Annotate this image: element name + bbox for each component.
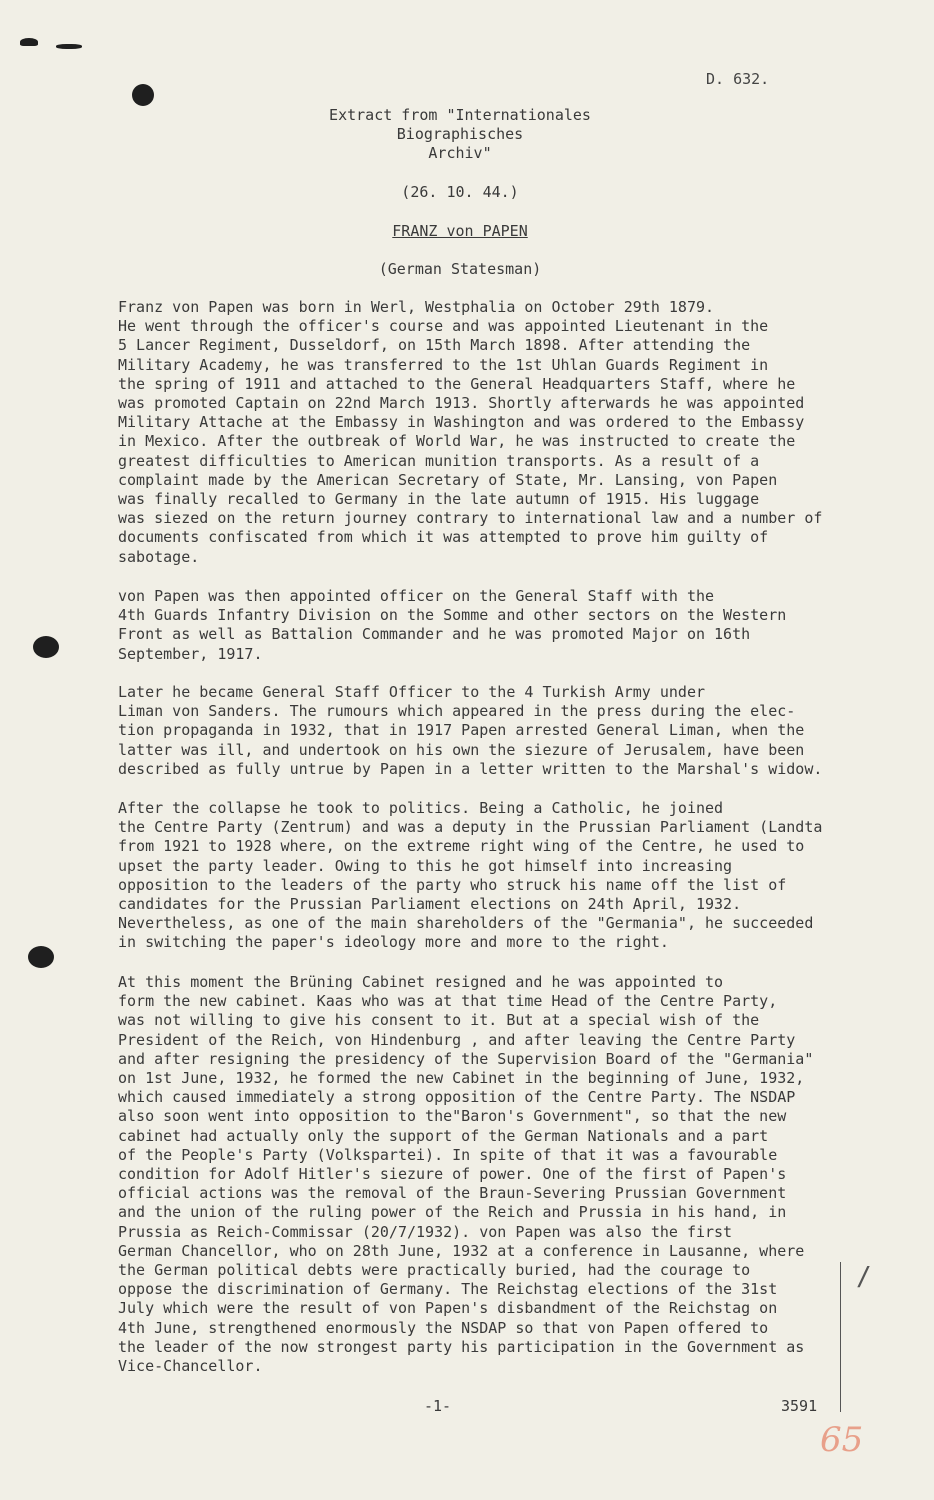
text-line: described as fully untrue by Papen in a letter written to the Marshal's widow. — [118, 759, 823, 778]
text-line: form the new cabinet. Kaas who was at that time Head of the Centre Party, — [118, 992, 778, 1011]
text-line: on 1st June, 1932, he formed the new Cabinet in the beginning of June, 1932, — [118, 1069, 805, 1088]
text-line: Front as well as Battalion Commander and he was promoted Major on 16th — [118, 625, 751, 644]
extract-header — [240, 106, 680, 163]
text-line: the Centre Party (Zentrum) and was a deputy in the Prussian Parliament (Landta — [118, 818, 823, 837]
paragraph-3 — [118, 683, 878, 779]
paragraph-4 — [118, 799, 878, 953]
text-line: German Chancellor, who on 28th June, 1932 at a conference in Lausanne, where — [118, 1241, 805, 1260]
stamp-number: 3591 — [781, 1397, 818, 1415]
text-line: in Mexico. After the outbreak of World War, he was instructed to create the — [118, 432, 796, 451]
text-line: which caused immediately a strong opposition of the Centre Party. The NSDAP — [118, 1088, 796, 1107]
margin-check-mark: / — [856, 1262, 872, 1292]
text-line: complaint made by the American Secretary of State, Mr. Lansing, von Papen — [118, 470, 778, 489]
text-line: Military Academy, he was transferred to the 1st Uhlan Guards Regiment in — [118, 355, 769, 374]
text-line: upset the party leader. Owing to this he got himself into increasing — [118, 856, 733, 875]
text-line: 4th June, strengthened enormously the NSDAP so that von Papen offered to — [118, 1318, 769, 1337]
handwritten-number: 65 — [820, 1420, 864, 1460]
paragraph-2 — [118, 587, 878, 664]
document-number: D. 632. — [706, 70, 770, 88]
text-line: He went through the officer's course and was appointed Lieutenant in the — [118, 317, 769, 336]
text-line: and after resigning the presidency of the Supervision Board of the "Germania" — [118, 1049, 814, 1068]
text-line: and the union of the ruling power of the Reich and Prussia in his hand, in — [118, 1203, 787, 1222]
text-line: President of the Reich, von Hindenburg , and after leaving the Centre Party — [118, 1030, 796, 1049]
paragraph-1 — [118, 298, 878, 567]
text-line: was not willing to give his consent to it. But at a special wish of the — [118, 1011, 760, 1030]
text-line: sabotage. — [118, 547, 200, 566]
document-date: (26. 10. 44.) — [401, 183, 519, 201]
text-line: September, 1917. — [118, 644, 263, 663]
text-line: von Papen was then appointed officer on the General Staff with the — [118, 587, 715, 605]
text-line: candidates for the Prussian Parliament elections on 24th April, 1932. — [118, 895, 742, 914]
text-line: from 1921 to 1928 where, on the extreme right wing of the Centre, he used to — [118, 837, 805, 856]
text-line: was promoted Captain on 22nd March 1913. Shortly afterwards he was appointed — [118, 394, 805, 413]
punch-hole-top — [132, 84, 154, 106]
text-line: condition for Adolf Hitler's siezure of power. One of the first of Papen's — [118, 1165, 787, 1184]
text-line: documents confiscated from which it was attempted to prove him guilty of — [118, 528, 769, 547]
text-line: Military Attache at the Embassy in Washington and was ordered to the Embassy — [118, 413, 805, 432]
tear-mark-right — [56, 44, 82, 49]
text-line: Franz von Papen was born in Werl, Westphalia on October 29th 1879. — [118, 298, 715, 316]
subject-name — [240, 222, 680, 240]
text-line: Nevertheless, as one of the main shareholders of the "Germania", he succeeded — [118, 914, 814, 933]
text-line: oppose the discrimination of Germany. The Reichstag elections of the 31st — [118, 1280, 778, 1299]
punch-hole-bottom — [28, 946, 54, 968]
text-line: official actions was the removal of the Braun-Severing Prussian Government — [118, 1184, 787, 1203]
text-line: July which were the result of von Papen's disbandment of the Reichstag on — [118, 1299, 778, 1318]
header-line-3: Archiv" — [428, 144, 492, 162]
text-line: also soon went into opposition to the"Baron's Government", so that the new — [118, 1107, 787, 1126]
text-line: Vice-Chancellor. — [118, 1357, 263, 1376]
text-line: opposition to the leaders of the party who struck his name off the list of — [118, 875, 787, 894]
paragraph-5 — [118, 973, 878, 1376]
text-line: cabinet had actually only the support of the German Nationals and a part — [118, 1126, 769, 1145]
text-line: 5 Lancer Regiment, Dusseldorf, on 15th March 1898. After attending the — [118, 336, 751, 355]
header-line-2: Biographisches — [396, 125, 524, 143]
text-line: was siezed on the return journey contrary to international law and a number of — [118, 509, 823, 528]
tear-mark-left — [20, 38, 38, 46]
punch-hole-middle — [33, 636, 59, 658]
text-line: greatest difficulties to American munition transports. As a result of a — [118, 451, 760, 470]
text-line: the spring of 1911 and attached to the General Headquarters Staff, where he — [118, 374, 796, 393]
text-line: After the collapse he took to politics. Being a Catholic, he joined — [118, 799, 724, 817]
text-line: Liman von Sanders. The rumours which appeared in the press during the elec- — [118, 702, 796, 721]
text-line: the German political debts were practically buried, had the courage to — [118, 1261, 751, 1280]
text-line: the leader of the now strongest party his participation in the Government as — [118, 1337, 805, 1356]
text-line: Later he became General Staff Officer to the 4 Turkish Army under — [118, 683, 705, 701]
text-line: was finally recalled to Germany in the late autumn of 1915. His luggage — [118, 490, 760, 509]
page-number: -1- — [424, 1397, 452, 1415]
header-line-1: Extract from "Internationales — [329, 106, 591, 124]
text-line: At this moment the Brüning Cabinet resigned and he was appointed to — [118, 973, 724, 991]
margin-bracket — [840, 1262, 841, 1412]
subject-name-text: FRANZ von PAPEN — [392, 222, 528, 240]
text-line: in switching the paper's ideology more and more to the right. — [118, 933, 669, 952]
text-line: tion propaganda in 1932, that in 1917 Papen arrested General Liman, when the — [118, 721, 805, 740]
text-line: Prussia as Reich-Commissar (20/7/1932). von Papen was also the first — [118, 1222, 733, 1241]
text-line: latter was ill, and undertook on his own the siezure of Jerusalem, have been — [118, 740, 805, 759]
subject-subtitle: (German Statesman) — [378, 260, 542, 278]
text-line: of the People's Party (Volkspartei). In spite of that it was a favourable — [118, 1145, 778, 1164]
text-line: 4th Guards Infantry Division on the Somme and other sectors on the Western — [118, 606, 787, 625]
